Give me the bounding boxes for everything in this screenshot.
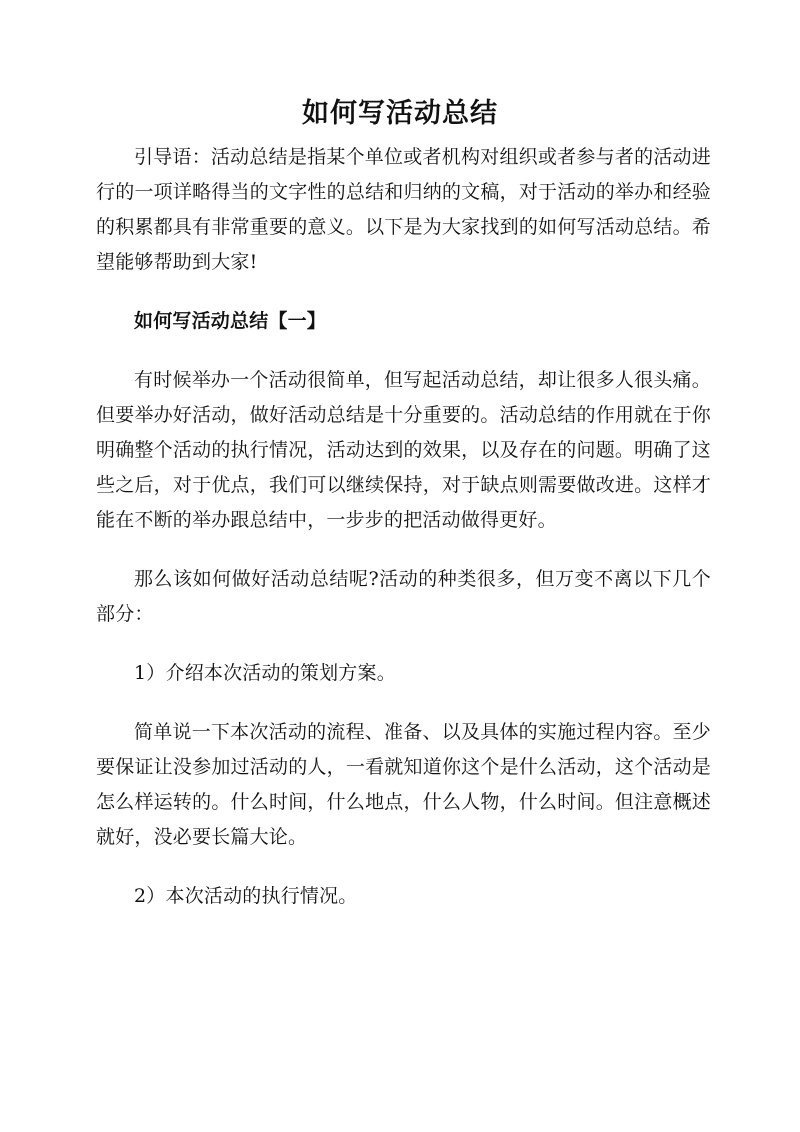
document-title: 如何写活动总结 xyxy=(302,98,498,129)
body-paragraph-2: 那么该如何做好活动总结呢?活动的种类很多，但万变不离以下几个部分： xyxy=(96,568,711,625)
section-heading: 如何写活动总结【一】 xyxy=(134,310,327,332)
list-item-1: 1）介绍本次活动的策划方案。 xyxy=(134,662,396,684)
list-item-2: 2）本次活动的执行情况。 xyxy=(134,885,358,907)
body-paragraph-1: 有时候举办一个活动很简单，但写起活动总结，却让很多人很头痛。但要举办好活动，做好活动总结是十分重要的。活动总结的作用就在于你明确整个活动的执行情况，活动达到的效果，以及存在的问题。明确了这些之后，对于优点，我们可以继续保持，对于缺点则需要做改进。这样才能在不断的举办跟总结中，一步步的把活动做得更好。 xyxy=(96,369,711,531)
document-body xyxy=(96,140,711,914)
body-paragraph-3: 简单说一下本次活动的流程、准备、以及具体的实施过程内容。至少要保证让没参加过活动的人，一看就知道你这个是什么活动，这个活动是怎么样运转的。什么时间，什么地点，什么人物，什么时间。但注意概述就好，没必要长篇大论。 xyxy=(96,721,711,848)
intro-paragraph: 引导语：活动总结是指某个单位或者机构对组织或者参与者的活动进行的一项详略得当的文字性的总结和归纳的文稿，对于活动的举办和经验的积累都具有非常重要的意义。以下是为大家找到的如何写活动总结。希望能够帮助到大家! xyxy=(96,146,711,273)
